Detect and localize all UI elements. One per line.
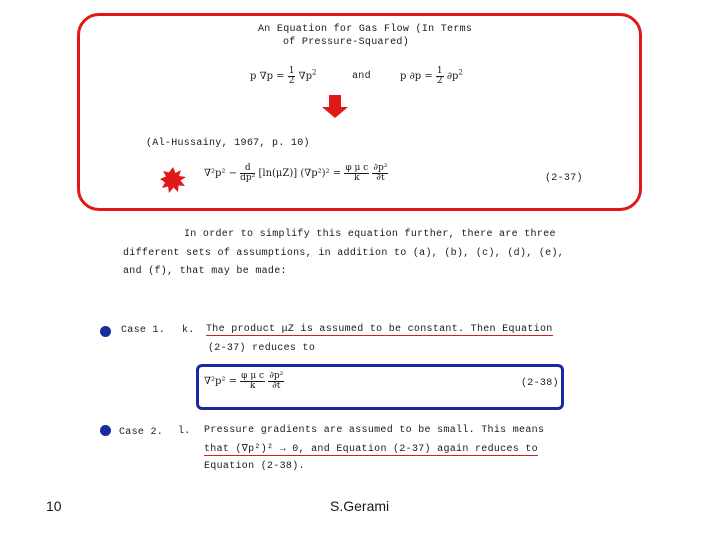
case2-text-line3: Equation (2-38). <box>204 461 305 472</box>
main-eq-derivative <box>240 164 255 183</box>
starburst-bullet-icon <box>160 167 186 193</box>
fraction-denominator: ∂t <box>272 381 281 391</box>
identity-left-rhs: ∇p <box>298 71 313 82</box>
identity-right <box>400 67 463 86</box>
superscript: 2 <box>312 68 317 77</box>
main-eq-time-derivative <box>372 164 388 183</box>
case2-label: Case 2. <box>119 427 164 438</box>
case2-text-underlined: that (∇p²)² → 0, and Equation (2-37) again reduces to <box>204 444 538 455</box>
fraction-denominator: k <box>354 173 360 183</box>
fraction-denominator: ∂t <box>376 173 385 183</box>
case2-item: l. <box>178 426 191 437</box>
case2-text-line1: Pressure gradients are assumed to be small. This means <box>204 425 545 436</box>
case1-eq-time-derivative <box>268 372 284 391</box>
main-equation <box>204 164 388 183</box>
equation-title-line2: of Pressure-Squared) <box>283 37 410 48</box>
bullet-case2-icon <box>100 425 111 436</box>
case1-text-line2: (2-37) reduces to <box>208 343 316 354</box>
identity-left-lhs: p ∇p = <box>250 71 285 82</box>
page-number: 10 <box>46 498 62 514</box>
equation-number-2-38: (2-38) <box>521 378 559 389</box>
citation: (Al-Hussainy, 1967, p. 10) <box>146 138 310 149</box>
case1-eq-coefficient <box>240 372 265 391</box>
identity-right-lhs: p ∂p = <box>400 71 433 82</box>
case1-eq-lhs: ∇²p² = <box>204 376 237 387</box>
footer-author: S.Gerami <box>330 498 390 514</box>
bullet-case1-icon <box>100 326 111 337</box>
fraction-denominator: 2 <box>288 76 295 86</box>
superscript: 2 <box>458 68 463 77</box>
equation-title-line1: An Equation for Gas Flow (In Terms <box>258 24 473 35</box>
fraction-numerator: φ μ c <box>345 163 369 173</box>
identity-left-fraction <box>288 67 296 86</box>
identity-left <box>250 67 317 86</box>
case1-text-underlined: The product μZ is assumed to be constant. Then Equation <box>206 324 553 335</box>
main-eq-lhs: ∇²p² − <box>204 168 237 179</box>
main-eq-middle: [ln(μZ)] (∇p²)² = <box>258 168 342 179</box>
fraction-denominator: k <box>249 381 256 391</box>
fraction-numerator: d <box>240 164 255 174</box>
fraction-numerator: 1 <box>288 66 295 76</box>
case1-text-line1 <box>206 324 553 335</box>
main-eq-coefficient <box>344 164 369 183</box>
fraction-numerator: 1 <box>436 66 443 76</box>
down-arrow-icon <box>320 95 350 119</box>
fraction-numerator: ∂p² <box>269 371 284 381</box>
paragraph-line1: In order to simplify this equation further, there are three <box>184 229 556 240</box>
identity-right-fraction <box>436 67 444 86</box>
case1-item: k. <box>182 325 195 336</box>
case2-text-line2 <box>204 443 538 455</box>
fraction-numerator: ∂p² <box>373 163 388 173</box>
identity-right-rhs: ∂p <box>446 71 459 82</box>
paragraph-line2: different sets of assumptions, in addition to (a), (b), (c), (d), (e), <box>123 248 565 259</box>
fraction-denominator: 2 <box>436 76 443 86</box>
and-label: and <box>352 71 371 82</box>
case1-equation <box>204 372 284 391</box>
paragraph-line3: and (f), that may be made: <box>123 266 287 277</box>
fraction-numerator: φ μ c <box>241 371 265 381</box>
case1-label: Case 1. <box>121 325 166 336</box>
fraction-denominator: dp² <box>240 173 256 183</box>
equation-number-2-37: (2-37) <box>545 173 583 184</box>
